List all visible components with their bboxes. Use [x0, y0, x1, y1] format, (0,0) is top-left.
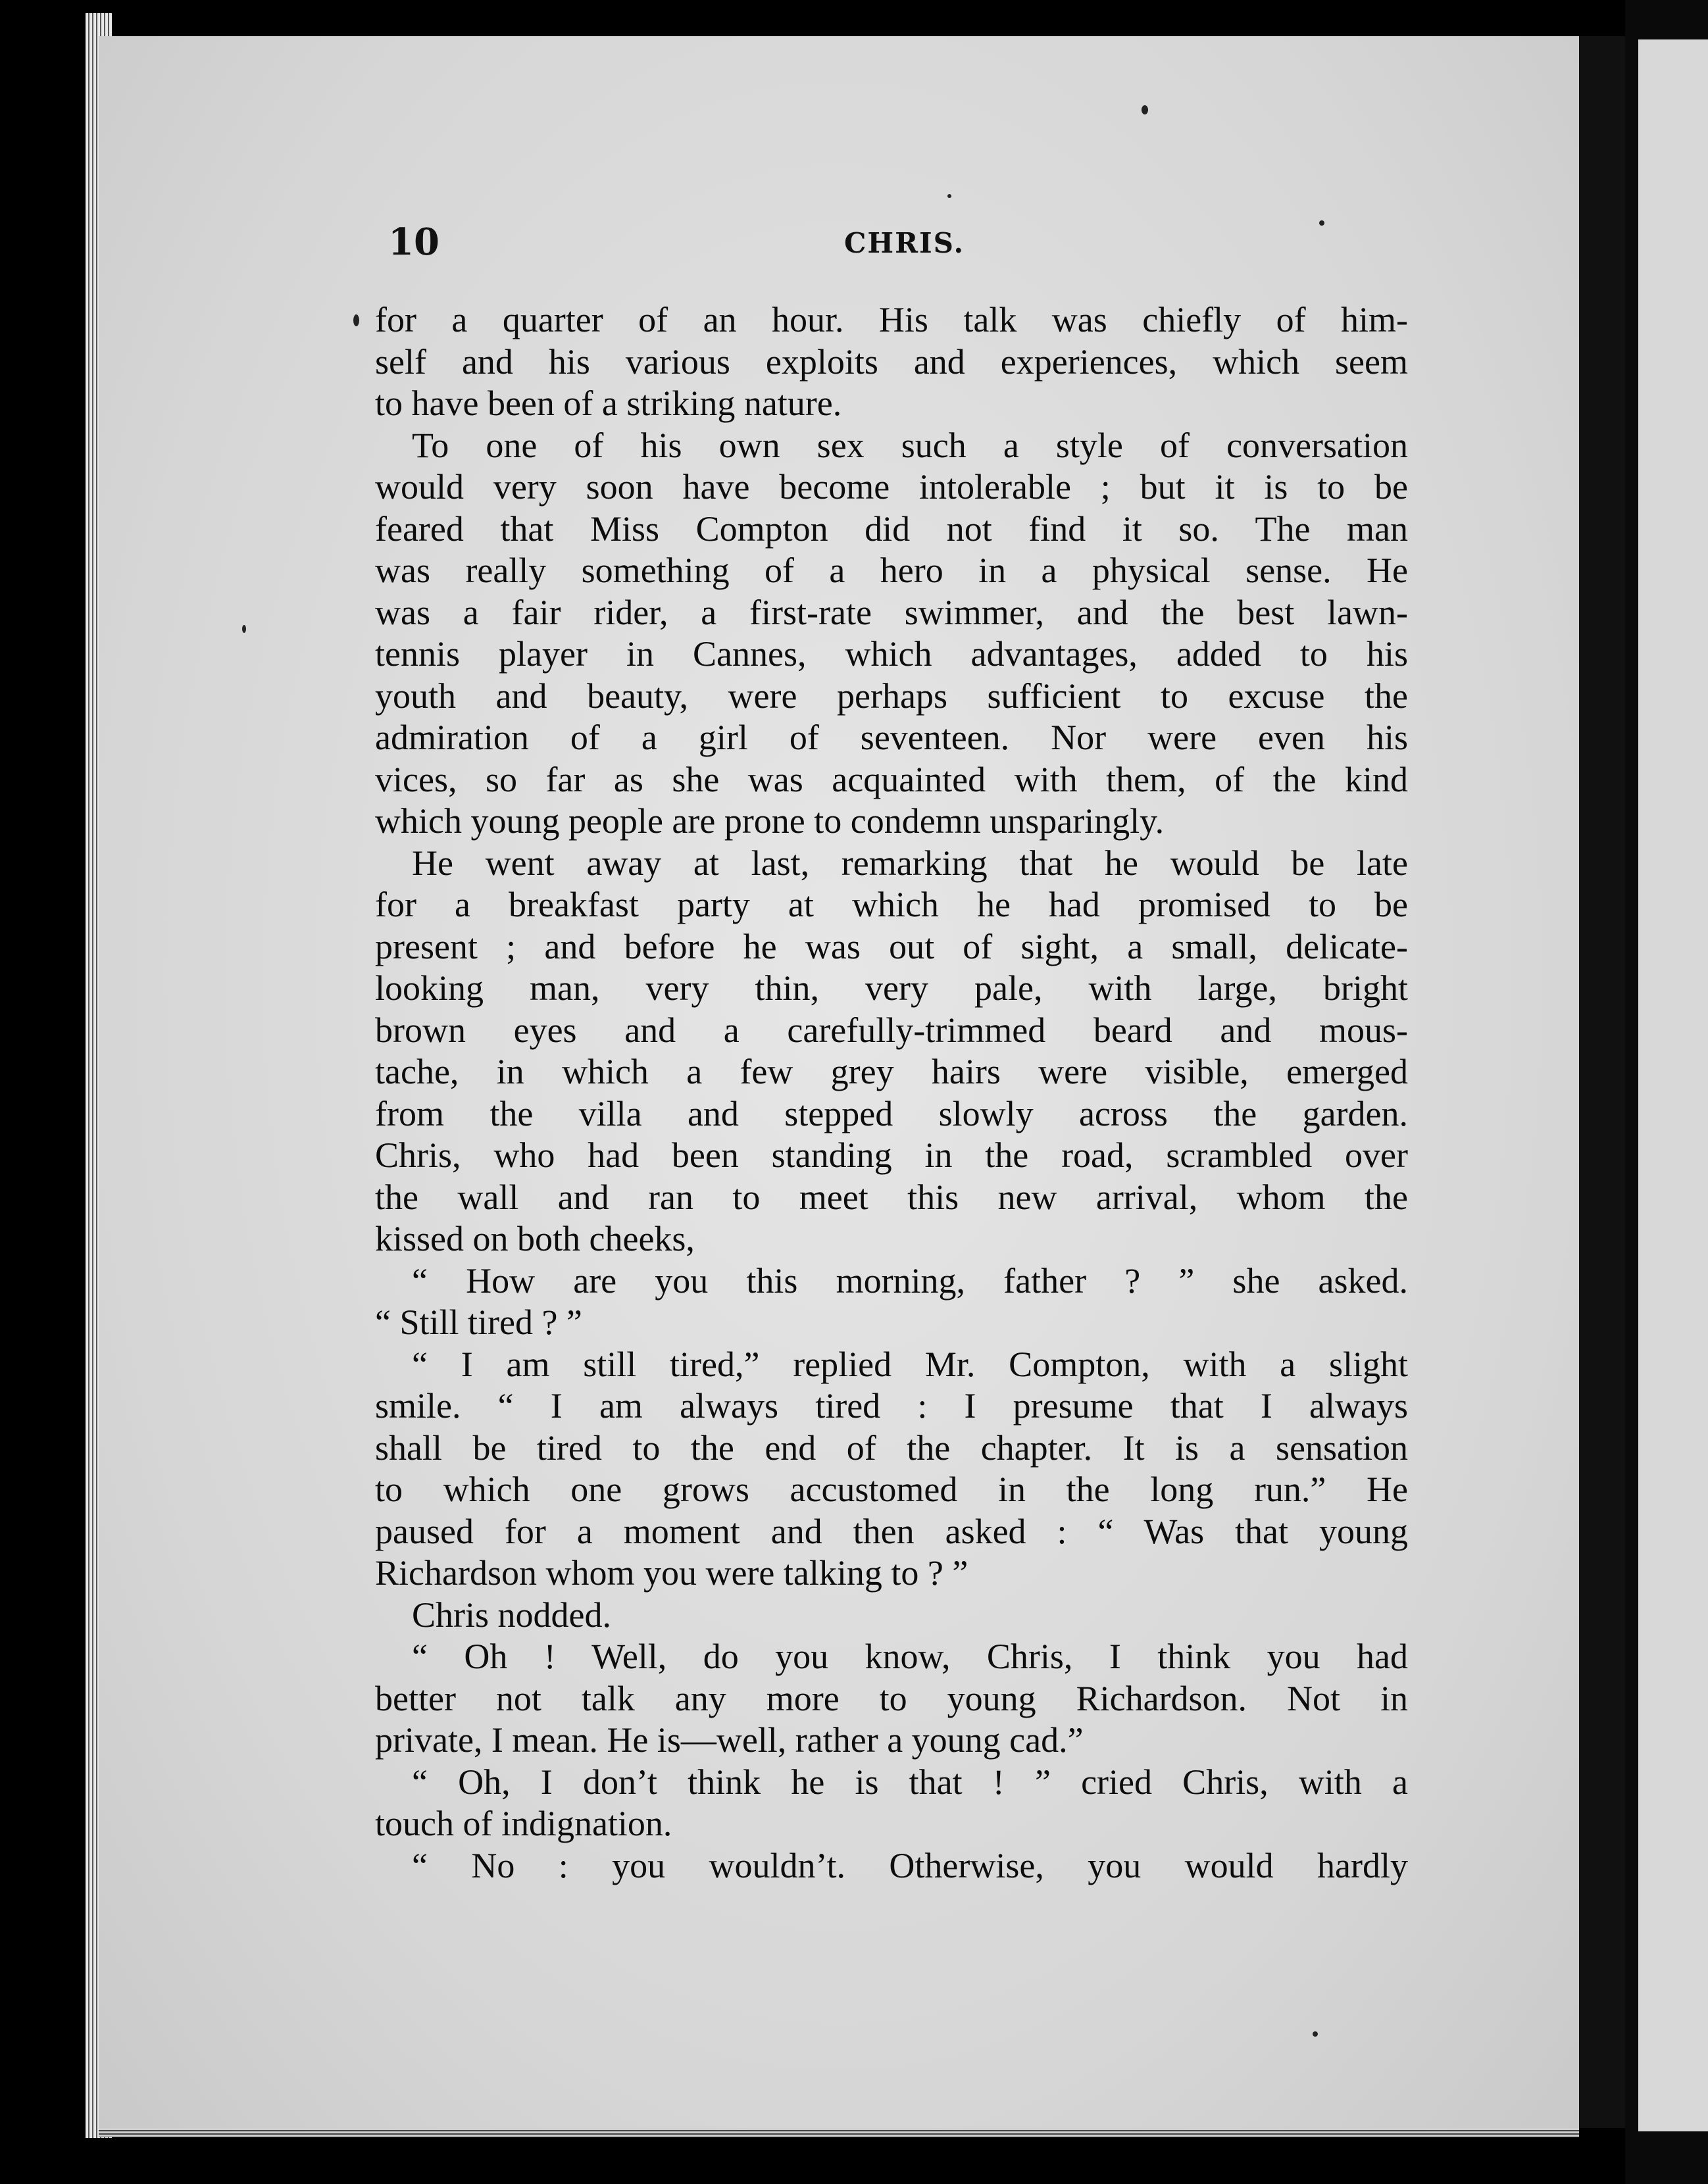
scan-speck	[242, 625, 246, 633]
text-line: kissed on both cheeks,	[375, 1219, 695, 1258]
scan-speck	[947, 194, 951, 198]
text-line: “ Still tired ? ”	[375, 1303, 582, 1342]
scan-speck	[353, 314, 359, 326]
text-line: “ No : you wouldn’t. Otherwise, you would hardly	[412, 1845, 1408, 1885]
text-line: Richardson whom you were talking to ? ”	[375, 1553, 968, 1593]
text-line: better not talk any more to young Richardson. Not in	[375, 1678, 1408, 1718]
text-line: for a quarter of an hour. His talk was chiefly of him-	[375, 300, 1408, 339]
text-line: vices, so far as she was acquainted with them, of the kind	[375, 759, 1408, 799]
page-number: 10	[388, 220, 440, 264]
facing-page-edge	[1638, 39, 1708, 2131]
text-line: “ Oh ! Well, do you know, Chris, I think you had	[412, 1637, 1408, 1676]
text-line: was a fair rider, a first-rate swimmer, and the best lawn-	[375, 592, 1408, 632]
text-line: tennis player in Cannes, which advantages, added to his	[375, 634, 1408, 674]
text-line: present ; and before he was out of sight, a small, delicate-	[375, 926, 1408, 966]
text-line: “ How are you this morning, father ? ” she asked.	[412, 1260, 1408, 1301]
page-bottom-edge	[99, 2128, 1579, 2137]
text-line: youth and beauty, were perhaps sufficient to excuse the	[375, 676, 1408, 716]
text-line: “ I am still tired,” replied Mr. Compton, with a slight	[412, 1344, 1408, 1384]
scan-speck	[1319, 220, 1324, 226]
text-line: paused for a moment and then asked : “ Was that young	[375, 1511, 1408, 1551]
text-line: He went away at last, remarking that he would be late	[412, 843, 1408, 883]
text-line: to have been of a striking nature.	[375, 384, 842, 423]
running-head: CHRIS.	[844, 227, 965, 259]
text-line: feared that Miss Compton did not find it so. The man	[375, 509, 1408, 549]
text-line: private, I mean. He is—well, rather a young cad.”	[375, 1720, 1084, 1760]
text-line: “ Oh, I don’t think he is that ! ” cried Chris, with a	[412, 1762, 1408, 1802]
text-line: smile. “ I am always tired : I presume that I always	[375, 1386, 1408, 1426]
text-line: was really something of a hero in a physical sense. He	[375, 551, 1408, 590]
text-line: shall be tired to the end of the chapter. It is a sensation	[375, 1427, 1408, 1468]
text-line: touch of indignation.	[375, 1804, 672, 1843]
text-line: Chris nodded.	[412, 1595, 611, 1635]
text-line: brown eyes and a carefully-trimmed beard and mous-	[375, 1010, 1408, 1050]
text-line: looking man, very thin, very pale, with large, bright	[375, 968, 1408, 1008]
page-header	[388, 220, 1441, 273]
text-line: would very soon have become intolerable ; but it is to be	[375, 467, 1408, 507]
text-line: to which one grows accustomed in the long run.” He	[375, 1470, 1408, 1509]
text-line: the wall and ran to meet this new arrival, whom the	[375, 1177, 1408, 1217]
scan-speck	[1313, 2031, 1318, 2037]
body-text	[375, 299, 1408, 1950]
book-gutter	[1579, 36, 1625, 2128]
text-line: self and his various exploits and experiences, which seem	[375, 341, 1408, 382]
text-line: from the villa and stepped slowly across the garden.	[375, 1093, 1408, 1133]
scan-speck	[1142, 105, 1148, 114]
text-line: To one of his own sex such a style of conversation	[412, 425, 1408, 465]
text-line: admiration of a girl of seventeen. Nor were even his	[375, 718, 1408, 757]
text-line: for a breakfast party at which he had promised to be	[375, 885, 1408, 924]
text-line: Chris, who had been standing in the road, scrambled over	[375, 1135, 1408, 1175]
text-line: tache, in which a few grey hairs were visible, emerged	[375, 1052, 1408, 1091]
text-line: which young people are prone to condemn unsparingly.	[375, 801, 1165, 841]
